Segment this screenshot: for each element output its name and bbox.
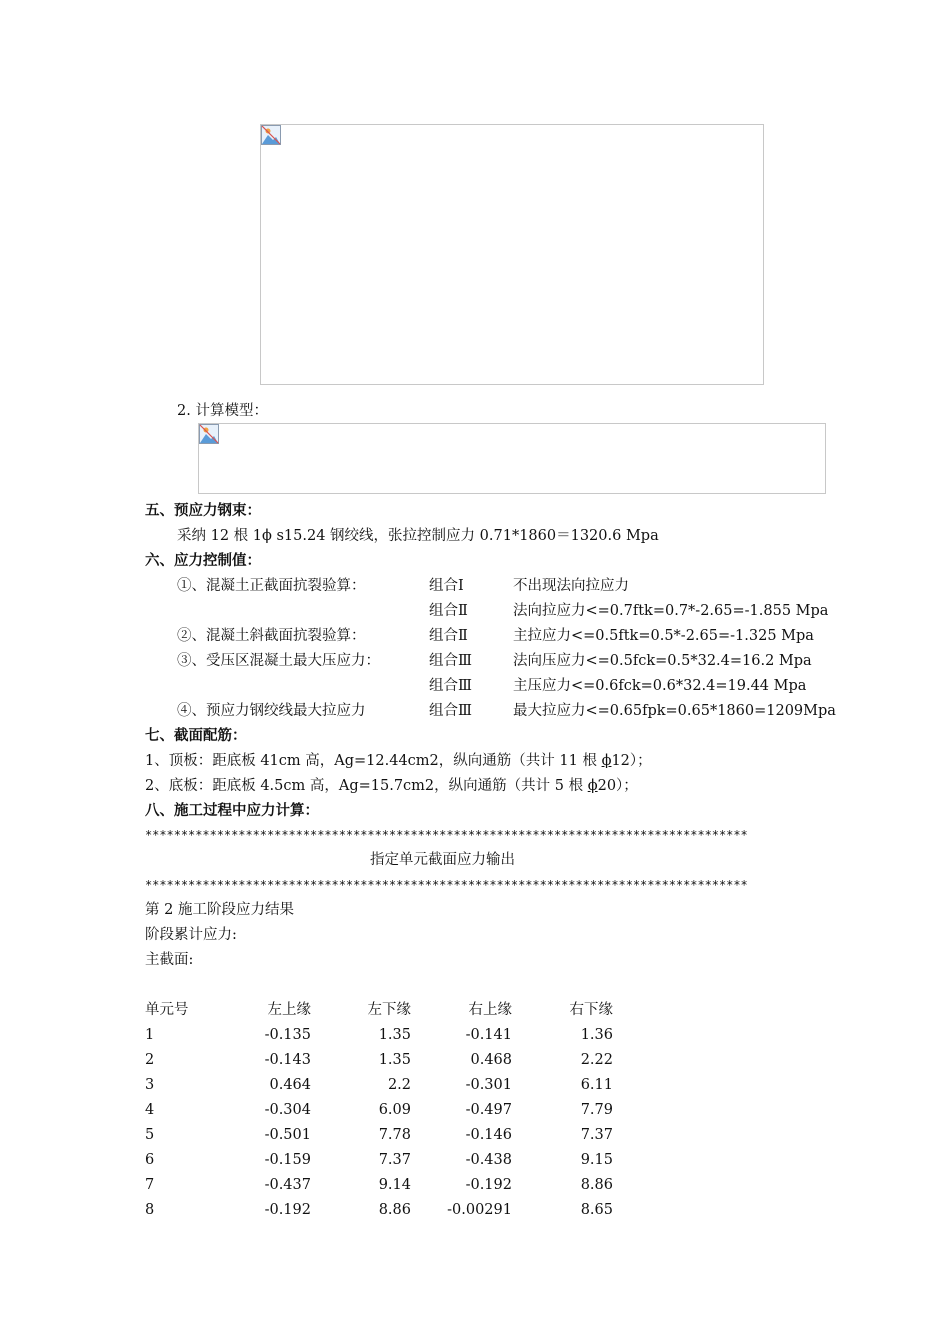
table-header-left-top-stress: 左上缘: [267, 1002, 311, 1018]
table-cell-right-bottom-stress: 6.11: [580, 1077, 613, 1093]
table-cell-left-bottom-stress: 2.2: [387, 1077, 411, 1093]
table-cell-left-top-stress: -0.143: [264, 1052, 311, 1068]
table-cell-left-top-stress: -0.501: [264, 1127, 311, 1143]
table-cell-left-top-stress: -0.437: [264, 1177, 311, 1193]
rebar-symbol: ϕ: [587, 778, 598, 794]
top-slab-text-end: 12）；: [611, 753, 652, 769]
table-cell-left-bottom-stress: 8.86: [378, 1202, 411, 1218]
table-cell-unit-number: 8: [145, 1202, 155, 1218]
section-5-heading: 五、预应力钢束：: [145, 503, 261, 519]
broken-image-icon: [199, 424, 219, 444]
check-combination: 组合Ⅱ: [429, 603, 468, 619]
check-limit: 法向压应力<=0.5fck=0.5*32.4=16.2 Mpa: [513, 653, 812, 669]
rebar-symbol: ϕ: [601, 753, 612, 769]
check-limit: 主压应力<=0.6fck=0.6*32.4=19.44 Mpa: [513, 678, 807, 694]
check-combination: 组合Ⅰ: [429, 578, 464, 594]
section-6-heading: 六、应力控制值：: [145, 553, 261, 569]
table-cell-unit-number: 1: [145, 1027, 155, 1043]
table-header-right-top-stress: 右上缘: [468, 1002, 512, 1018]
figure-1-image: [260, 124, 764, 385]
table-cell-left-top-stress: -0.135: [264, 1027, 311, 1043]
asterisk-divider: ************************************************************************************: [145, 878, 748, 892]
table-cell-right-top-stress: -0.146: [465, 1127, 512, 1143]
broken-image-icon: [261, 125, 281, 145]
asterisk-divider: ************************************************************************************: [145, 828, 748, 842]
section-7-heading: 七、截面配筋：: [145, 728, 247, 744]
table-cell-right-bottom-stress: 8.86: [580, 1177, 613, 1193]
check-combination: 组合Ⅲ: [429, 703, 472, 719]
check-combination: 组合Ⅲ: [429, 653, 472, 669]
table-cell-left-bottom-stress: 7.37: [378, 1152, 411, 1168]
check-limit: 不出现法向拉应力: [513, 578, 629, 594]
table-cell-left-bottom-stress: 1.35: [378, 1027, 411, 1043]
check-combination: 组合Ⅱ: [429, 628, 468, 644]
cumulative-label: 阶段累计应力:: [145, 927, 237, 943]
check-item: ①、混凝土正截面抗裂验算：: [177, 578, 366, 594]
bottom-slab-text-end: 20）；: [597, 778, 638, 794]
table-cell-left-top-stress: -0.304: [264, 1102, 311, 1118]
stage-title: 第 2 施工阶段应力结果: [145, 902, 294, 918]
table-header-right-bottom-stress: 右下缘: [569, 1002, 613, 1018]
table-cell-right-bottom-stress: 2.22: [580, 1052, 613, 1068]
check-limit: 法向拉应力<=0.7ftk=0.7*-2.65=-1.855 Mpa: [513, 603, 829, 619]
table-cell-unit-number: 7: [145, 1177, 155, 1193]
table-cell-left-bottom-stress: 7.78: [378, 1127, 411, 1143]
main-section-label: 主截面:: [145, 952, 194, 968]
table-cell-right-bottom-stress: 1.36: [580, 1027, 613, 1043]
section-5-text: 采纳 12 根 1ϕ s15.24 钢绞线，张拉控制应力 0.71*1860＝1320.6 Mpa: [177, 528, 659, 544]
table-cell-unit-number: 6: [145, 1152, 155, 1168]
top-slab-text: 1、顶板：距底板 41cm 高，Ag=12.44cm2，纵向通筋（共计 11 根: [145, 753, 602, 769]
table-cell-right-bottom-stress: 7.79: [580, 1102, 613, 1118]
table-cell-right-top-stress: -0.00291: [447, 1202, 512, 1218]
table-cell-unit-number: 2: [145, 1052, 155, 1068]
table-cell-right-bottom-stress: 9.15: [580, 1152, 613, 1168]
check-item: ②、混凝土斜截面抗裂验算：: [177, 628, 366, 644]
table-cell-right-top-stress: -0.301: [465, 1077, 512, 1093]
calculation-model-image: [198, 423, 826, 494]
table-cell-left-bottom-stress: 9.14: [378, 1177, 411, 1193]
table-cell-unit-number: 4: [145, 1102, 155, 1118]
table-cell-right-top-stress: -0.438: [465, 1152, 512, 1168]
table-cell-right-top-stress: 0.468: [470, 1052, 512, 1068]
section-8-heading: 八、施工过程中应力计算：: [145, 803, 319, 819]
table-cell-unit-number: 3: [145, 1077, 155, 1093]
table-cell-right-top-stress: -0.192: [465, 1177, 512, 1193]
table-header-unit-number: 单元号: [145, 1002, 189, 1018]
table-cell-right-bottom-stress: 8.65: [580, 1202, 613, 1218]
check-item: ④、预应力钢绞线最大拉应力: [177, 703, 366, 719]
check-item: ③、受压区混凝土最大压应力：: [177, 653, 380, 669]
table-cell-left-top-stress: 0.464: [269, 1077, 311, 1093]
table-header-left-bottom-stress: 左下缘: [367, 1002, 411, 1018]
table-cell-left-top-stress: -0.192: [264, 1202, 311, 1218]
output-banner: 指定单元截面应力输出: [370, 852, 515, 868]
check-limit: 最大拉应力<=0.65fpk=0.65*1860=1209Mpa: [513, 703, 836, 719]
table-cell-left-top-stress: -0.159: [264, 1152, 311, 1168]
table-cell-unit-number: 5: [145, 1127, 155, 1143]
check-limit: 主拉应力<=0.5ftk=0.5*-2.65=-1.325 Mpa: [513, 628, 814, 644]
bottom-slab-reinforcement: [145, 776, 638, 796]
table-cell-right-top-stress: -0.497: [465, 1102, 512, 1118]
bottom-slab-text: 2、底板：距底板 4.5cm 高，Ag=15.7cm2，纵向通筋（共计 5 根: [145, 778, 588, 794]
check-combination: 组合Ⅲ: [429, 678, 472, 694]
table-cell-left-bottom-stress: 6.09: [378, 1102, 411, 1118]
top-slab-reinforcement: [145, 751, 652, 771]
table-cell-right-top-stress: -0.141: [465, 1027, 512, 1043]
table-cell-right-bottom-stress: 7.37: [580, 1127, 613, 1143]
figure-caption: 2. 计算模型：: [177, 403, 268, 419]
table-cell-left-bottom-stress: 1.35: [378, 1052, 411, 1068]
